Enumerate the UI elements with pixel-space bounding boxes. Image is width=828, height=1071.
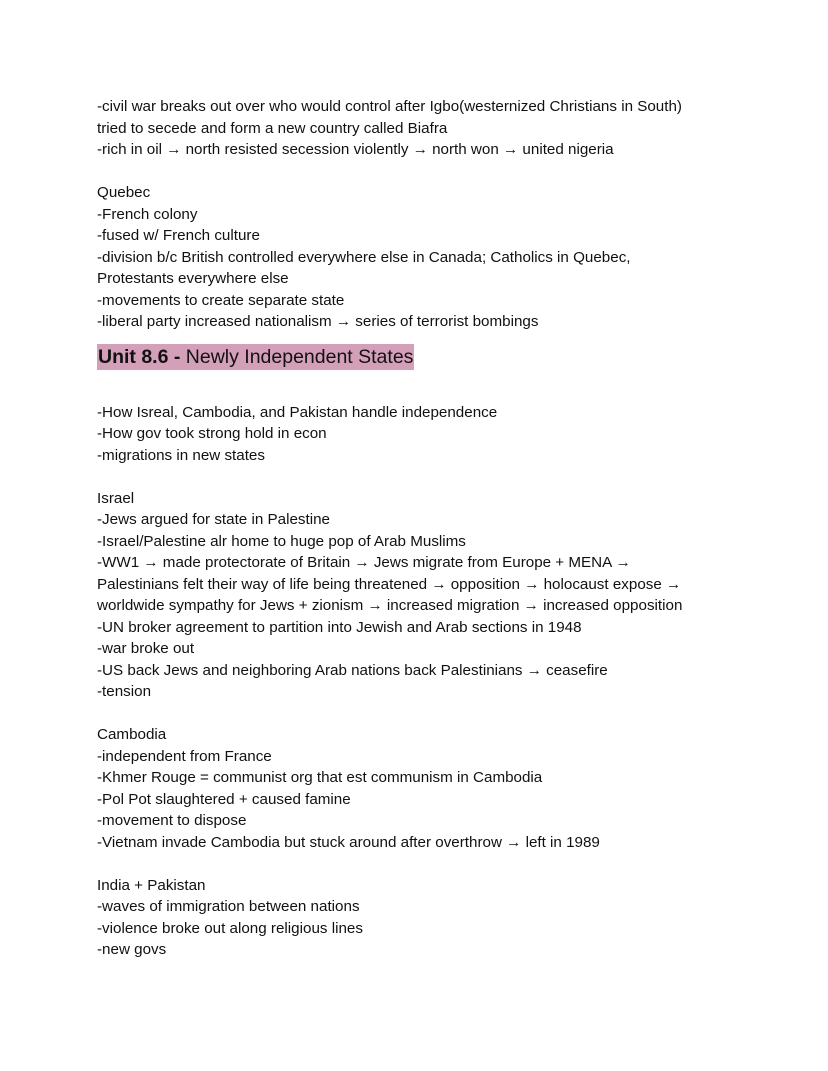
unit-heading: [97, 344, 757, 372]
text-line: -independent from France: [97, 747, 272, 765]
text-line: -war broke out: [97, 640, 195, 657]
text-line: -Israel/Palestine alr home to huge pop of Arab Muslims: [97, 532, 466, 550]
section-title: Cambodia: [97, 726, 167, 743]
section-title: Israel: [97, 489, 135, 507]
text-line: -movements to create separate state: [97, 291, 345, 309]
text-line: -French colony: [97, 205, 198, 223]
section-title: India + Pakistan: [97, 876, 206, 894]
text-line: -migrations in new states: [97, 446, 265, 464]
text-line: -How Isreal, Cambodia, and Pakistan handle independence: [97, 403, 498, 421]
india-pakistan-section: [97, 875, 757, 961]
spacer: [97, 703, 757, 725]
text-line: Palestinians felt their way of life being threatened → opposition → holocaust expose →: [97, 575, 682, 593]
text-line: -Pol Pot slaughtered + caused famine: [97, 790, 351, 808]
unit-heading-highlight: [97, 344, 414, 370]
text-line: -WW1 → made protectorate of Britain → Jews migrate from Europe + MENA →: [97, 554, 631, 571]
text-line: -new govs: [97, 941, 167, 958]
text-line: -tension: [97, 683, 152, 700]
quebec-section: [97, 182, 757, 333]
intro-section: [97, 96, 757, 161]
text-line: -How gov took strong hold in econ: [97, 425, 327, 442]
spacer: [97, 466, 757, 488]
text-line: -division b/c British controlled everywhere else in Canada; Catholics in Quebec,: [97, 248, 631, 266]
text-line: Protestants everywhere else: [97, 270, 289, 287]
text-line: -Vietnam invade Cambodia but stuck around after overthrow → left in 1989: [97, 833, 600, 851]
section-title: Quebec: [97, 184, 151, 201]
text-line: tried to secede and form a new country called Biafra: [97, 119, 448, 137]
text-line: -liberal party increased nationalism → series of terrorist bombings: [97, 313, 539, 330]
unit-number: Unit 8.6 -: [98, 345, 181, 368]
unit-title: Newly Independent States: [180, 345, 414, 368]
text-line: -fused w/ French culture: [97, 227, 260, 244]
cambodia-section: [97, 724, 757, 853]
text-line: -Jews argued for state in Palestine: [97, 511, 330, 528]
text-line: -civil war breaks out over who would control after Igbo(westernized Christians in South): [97, 98, 682, 115]
text-line: worldwide sympathy for Jews + zionism → increased migration → increased opposition: [97, 597, 683, 614]
text-line: -waves of immigration between nations: [97, 898, 360, 915]
text-line: -US back Jews and neighboring Arab nations back Palestinians → ceasefire: [97, 661, 608, 679]
text-line: -violence broke out along religious lines: [97, 919, 363, 937]
spacer: [97, 161, 757, 183]
overview-section: [97, 402, 757, 467]
israel-section: [97, 488, 757, 703]
spacer: [97, 853, 757, 875]
text-line: -rich in oil → north resisted secession violently → north won → united nigeria: [97, 141, 614, 158]
text-line: -movement to dispose: [97, 812, 247, 829]
text-line: -UN broker agreement to partition into Jewish and Arab sections in 1948: [97, 618, 582, 636]
text-line: -Khmer Rouge = communist org that est communism in Cambodia: [97, 769, 543, 786]
document-page: [97, 96, 757, 961]
